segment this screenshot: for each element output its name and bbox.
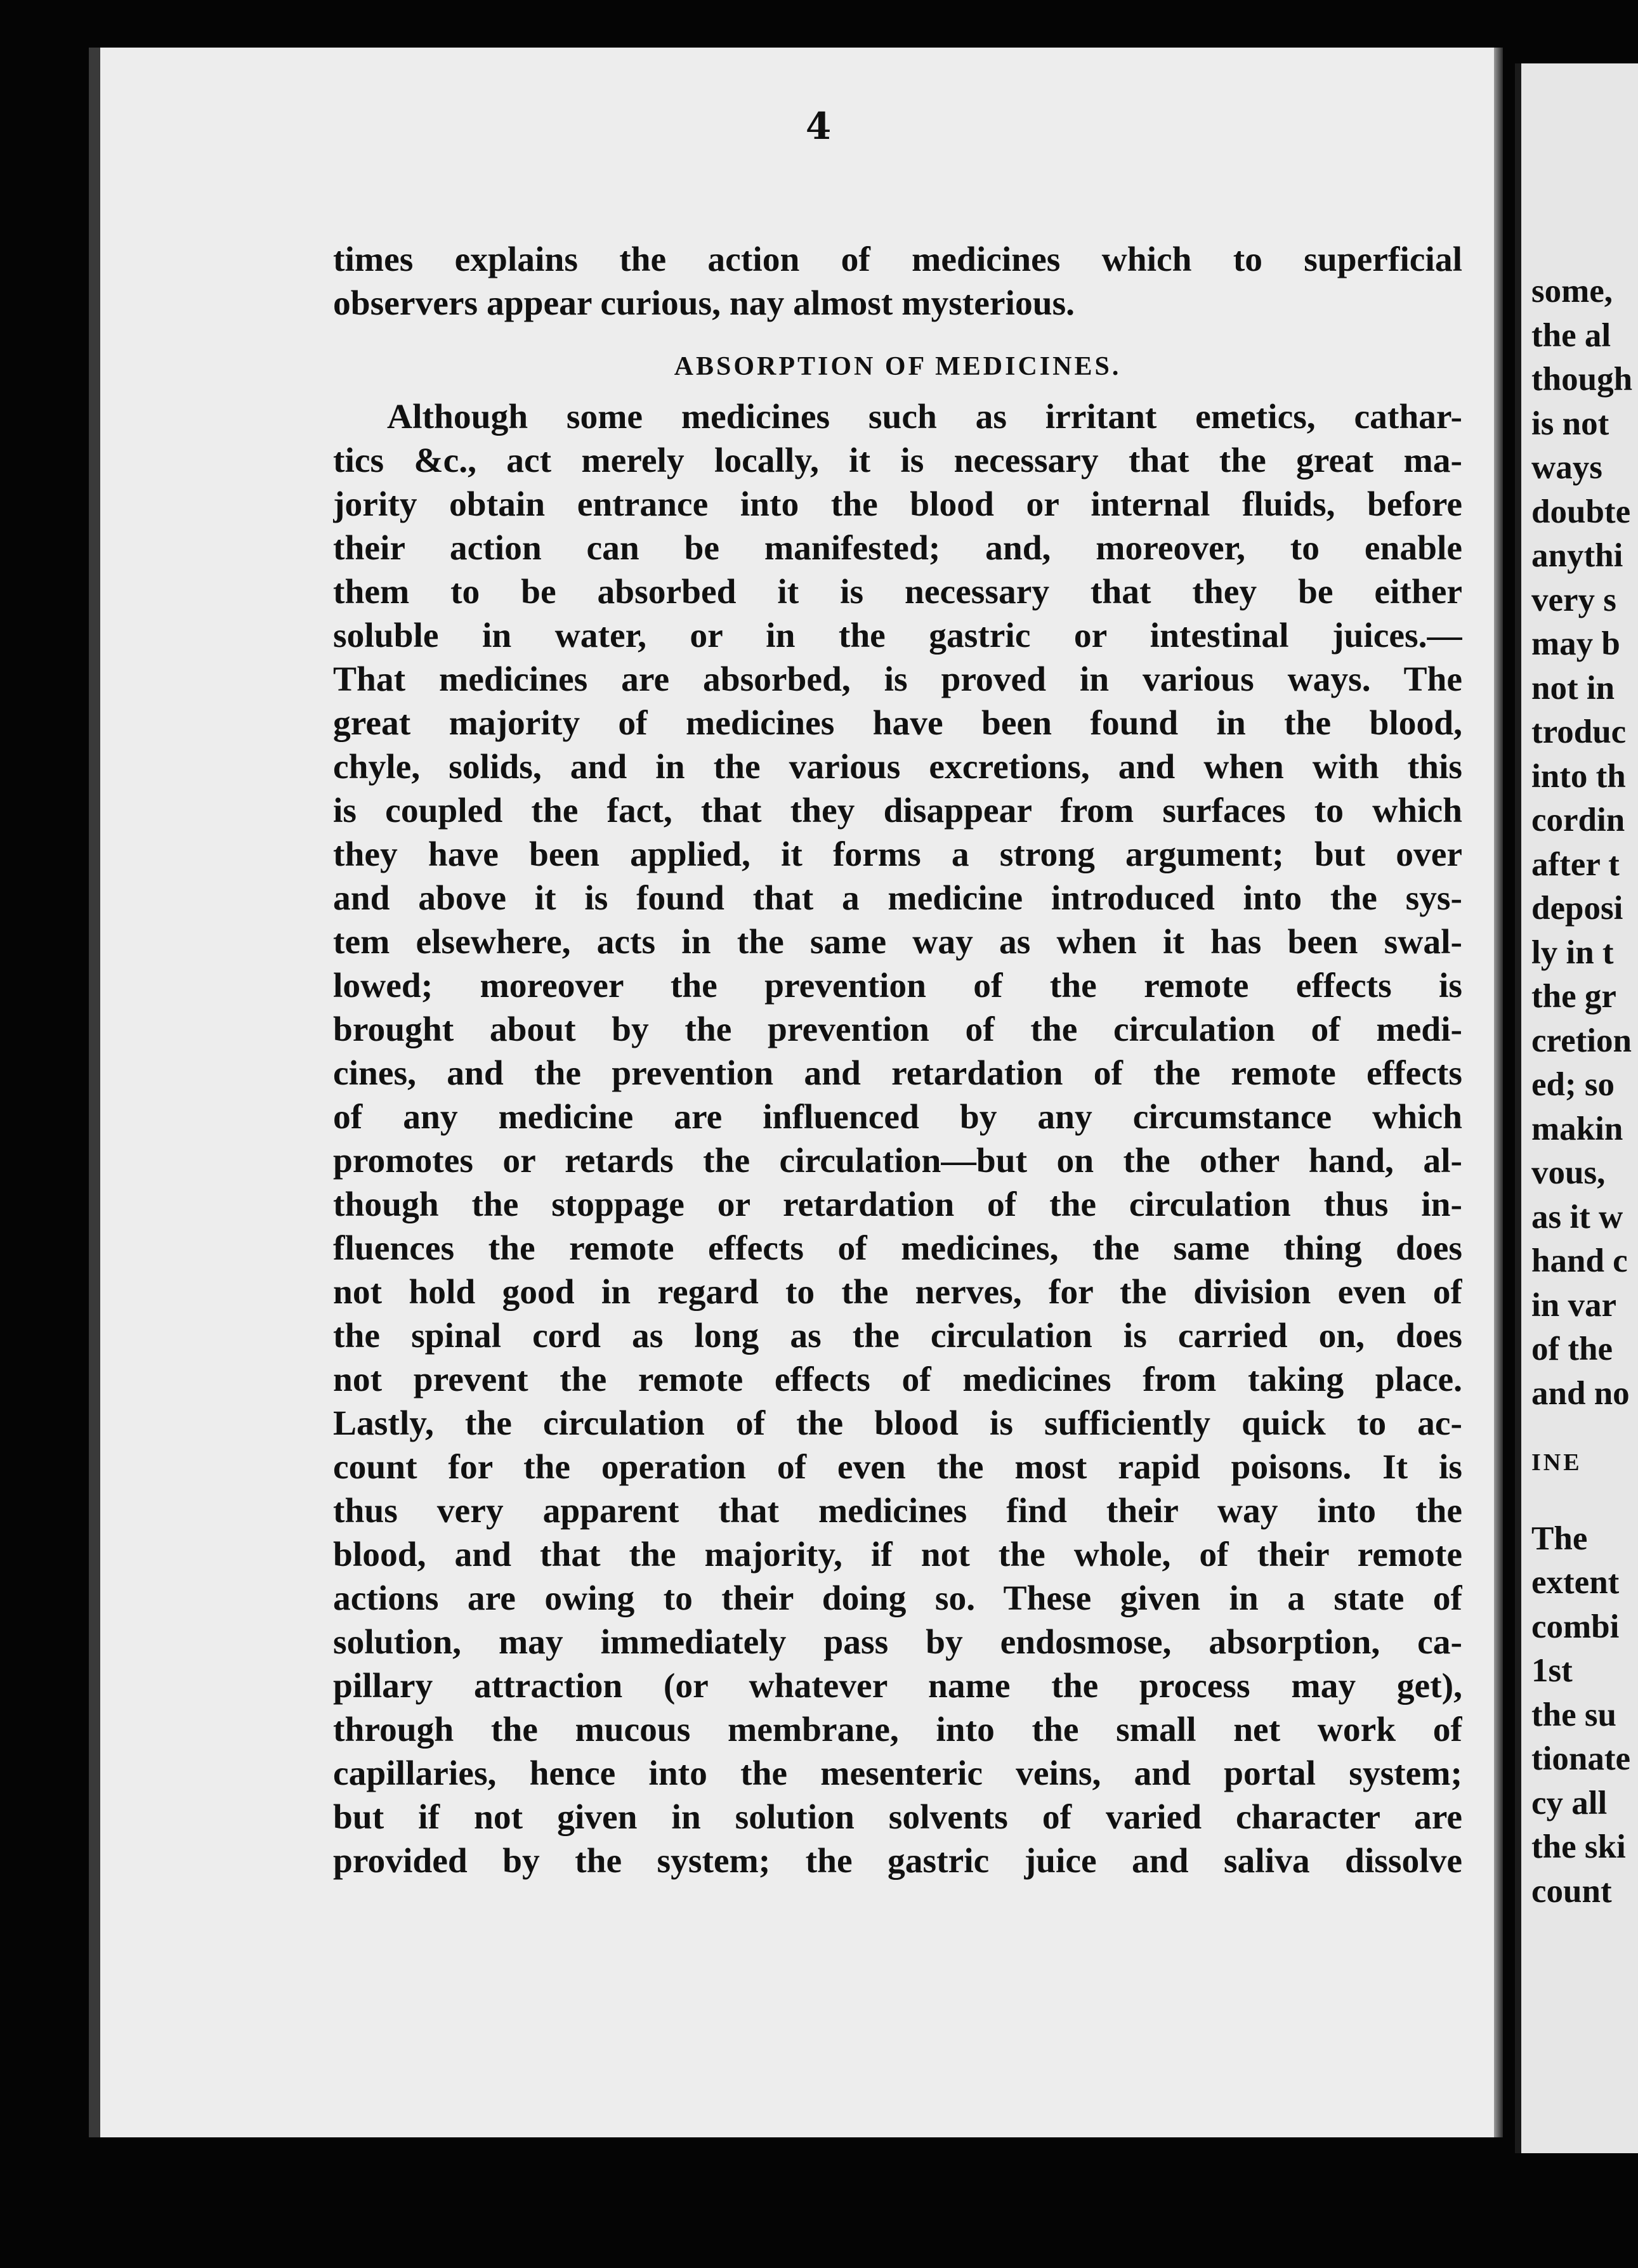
facing-text-line: as it w <box>1531 1198 1623 1235</box>
text-line: jority obtain entrance into the blood or internal fluids, before <box>333 485 1462 524</box>
facing-text-line: cy all <box>1531 1784 1608 1822</box>
text-line: of any medicine are influenced by any circumstance which <box>333 1098 1462 1137</box>
text-line: their action can be manifested; and, moreover, to enable <box>333 529 1462 568</box>
facing-text-line: cordin <box>1531 802 1625 838</box>
facing-text-line: and no <box>1531 1374 1630 1412</box>
facing-text-line: in var <box>1531 1286 1616 1324</box>
text-line: chyle, solids, and in the various excretions, and when with this <box>333 748 1462 786</box>
text-line: is coupled the fact, that they disappear from surfaces to which <box>333 792 1462 830</box>
facing-text-line: some, <box>1531 273 1613 310</box>
facing-text-line: count <box>1531 1872 1612 1910</box>
facing-text-line: hand c <box>1531 1242 1628 1279</box>
facing-page <box>1515 63 1638 2153</box>
text-line: tics &c., act merely locally, it is necessary that the great ma- <box>333 441 1462 480</box>
text-line: capillaries, hence into the mesenteric veins, and portal system; <box>333 1754 1462 1793</box>
facing-text-line: is not <box>1531 405 1609 442</box>
text-line: That medicines are absorbed, is proved in various ways. The <box>333 660 1462 699</box>
text-line: solution, may immediately pass by endosmose, absorption, ca- <box>333 1623 1462 1662</box>
facing-text-line: after t <box>1531 845 1620 883</box>
facing-text-line: ways <box>1531 449 1602 486</box>
text-line: provided by the system; the gastric juice and saliva dissolve <box>333 1842 1462 1880</box>
facing-text-line: ed; so <box>1531 1066 1615 1103</box>
facing-text-line: doubte <box>1531 493 1631 530</box>
text-line: fluences the remote effects of medicines, the same thing does <box>333 1229 1462 1268</box>
facing-text-line: the gr <box>1531 978 1616 1015</box>
facing-text-line: makin <box>1531 1110 1623 1147</box>
text-line: they have been applied, it forms a strong argument; but over <box>333 835 1462 874</box>
text-line: great majority of medicines have been found in the blood, <box>333 704 1462 743</box>
facing-text-line: vous, <box>1531 1154 1606 1191</box>
text-line: promotes or retards the circulation—but on the other hand, al- <box>333 1142 1462 1180</box>
facing-text-line: tionate <box>1531 1740 1631 1777</box>
text-line: lowed; moreover the prevention of the remote effects is <box>333 967 1462 1005</box>
paragraph <box>333 395 1462 1883</box>
facing-text-line: the su <box>1531 1696 1617 1733</box>
facing-text-line: ly in t <box>1531 934 1614 971</box>
text-line: not prevent the remote effects of medicines from taking place. <box>333 1360 1462 1399</box>
facing-text-line: extent <box>1531 1564 1620 1601</box>
facing-text-line: troduc <box>1531 714 1627 750</box>
facing-text-line: very s <box>1531 581 1616 618</box>
text-line: and above it is found that a medicine introduced into the sys- <box>333 879 1462 918</box>
text-line: tem elsewhere, acts in the same way as when it has been swal- <box>333 923 1462 961</box>
facing-text-line: though <box>1531 361 1633 398</box>
facing-text-line: into th <box>1531 757 1626 795</box>
text-line: soluble in water, or in the gastric or intestinal juices.— <box>333 616 1462 655</box>
text-line: them to be absorbed it is necessary that they be either <box>333 573 1462 611</box>
facing-text-line: the al <box>1531 316 1611 354</box>
facing-text-line: anythi <box>1531 537 1623 574</box>
facing-text-line: may b <box>1531 625 1620 662</box>
text-line: not hold good in regard to the nerves, for the division even of <box>333 1273 1462 1312</box>
facing-text-line: of the <box>1531 1331 1613 1367</box>
page-text <box>333 238 1462 1883</box>
text-line: blood, and that the majority, if not the whole, of their remote <box>333 1535 1462 1574</box>
facing-text-line: the ski <box>1531 1828 1626 1865</box>
text-line: thus very apparent that medicines find their way into the <box>333 1492 1462 1530</box>
facing-page-text <box>1531 270 1632 1913</box>
text-line: the spinal cord as long as the circulation is carried on, does <box>333 1317 1462 1355</box>
page-number: 4 <box>805 105 832 148</box>
facing-text-line: deposi <box>1531 890 1623 927</box>
text-line: through the mucous membrane, into the small net work of <box>333 1711 1462 1749</box>
text-line: Although some medicines such as irritant emetics, cathar- <box>387 398 1462 436</box>
text-line: brought about by the prevention of the circulation of medi- <box>333 1010 1462 1049</box>
section-heading: ABSORPTION OF MEDICINES. <box>674 352 1122 381</box>
text-line: times explains the action of medicines which to superficial <box>333 240 1462 279</box>
text-line: observers appear curious, nay almost mysterious. <box>333 284 1075 323</box>
text-line: cines, and the prevention and retardation of the remote effects <box>333 1054 1462 1093</box>
facing-text-line: The <box>1531 1520 1588 1557</box>
facing-text-line: 1st <box>1531 1652 1573 1689</box>
text-line: though the stoppage or retardation of the circulation thus in- <box>333 1185 1462 1224</box>
text-line: count for the operation of even the most rapid poisons. It is <box>333 1448 1462 1487</box>
facing-heading-fragment: INE <box>1531 1449 1582 1476</box>
facing-text-line: combi <box>1531 1608 1620 1645</box>
text-line: pillary attraction (or whatever name the process may get), <box>333 1667 1462 1705</box>
text-line: actions are owing to their doing so. These given in a state of <box>333 1579 1462 1618</box>
facing-text-line: not in <box>1531 669 1615 707</box>
text-line: but if not given in solution solvents of varied character are <box>333 1798 1462 1837</box>
text-line: Lastly, the circulation of the blood is sufficiently quick to ac- <box>333 1404 1462 1443</box>
facing-text-line: cretion <box>1531 1022 1632 1059</box>
